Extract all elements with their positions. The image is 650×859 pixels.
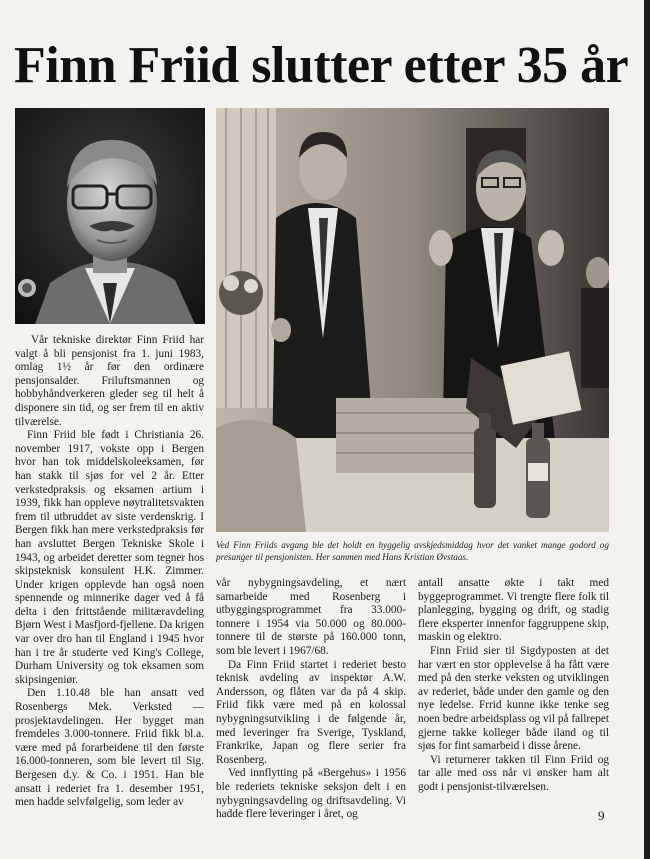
paragraph: Vi returnerer takken til Finn Friid og tar alle med oss når vi ønsker ham alt godt i pensjonist-tilværelsen. xyxy=(418,753,609,793)
article-column-3 xyxy=(418,577,609,795)
article-column-1 xyxy=(15,334,204,810)
farewell-dinner-photo xyxy=(216,108,609,532)
paragraph: Den 1.10.48 ble han ansatt ved Rosenbergs Mek. Verksted — prosjektavdelingen. Her bygget man fremdeles 3.000-tonnere. Friid fikk bl.a. være med på forarbeidene til den første 16.000-tonneren, som ble levert til Sig. Bergesen d.y. & Co. i 1951. Han ble ansatt i rederiet fra 1. desember 1951, men hadde selvfølgelig, som leder av xyxy=(15,687,204,809)
portrait-photo xyxy=(15,108,205,324)
headline: Finn Friid slutter etter 35 år xyxy=(14,37,629,94)
page-edge xyxy=(644,0,650,859)
paragraph: vår nybygningsavdeling, et nært samarbeide med Rosenberg i utbyggingsprogrammet fra 33.000-tonnere i 1954 via 50.000 og 80.000-tonnere til de største på 160.000 tonn, som ble levert i 1967/68. xyxy=(216,577,406,657)
paragraph: Da Finn Friid startet i rederiet besto teknisk avdeling av inspektør A.W. Andersson, og flåten var da på 4 skip. Friid fikk være med på en kolossal nybygningsutvikling i de følgende år, med leveringer fra Sverige, Tyskland, Frankrike, Japan og flere serier fra Rosenberg. xyxy=(216,658,406,766)
farewell-dinner-illustration xyxy=(216,108,609,532)
article-column-2 xyxy=(216,577,406,822)
paragraph: Finn Friid ble født i Christiania 26. november 1917, vokste opp i Bergen hvor han tok middelskoleeksamen, før han stakk til sjøs for vel 2 år. Etter verkstedpraksis og eksamen artium i 1939, fikk han oppleve nøytralitetsvakten frem til utbruddet av siste verdenskrig. I Bergen fikk han mere verkstedpraksis før han avsluttet Bergen Tekniske Skole i 1943, og arbeidet deretter som tegner hos skipsteknisk konsulent H.K. Zimmer. Under krigen opplevde han også noen spennende og minnerike dager ved å få delta i den frittstående militæravdeling Bjørn West i Masfjord-fjellene. Da krigen var over dro han til England i 1945 hvor han i tre år studerte ved King's College, Durham University og tok eksamen som skipsingeniør. xyxy=(15,429,204,686)
paragraph: Finn Friid sier til Sigdyposten at det har vært en stor opplevelse å ha fått være med på den sterke veksten og utviklingen av rederiet, både under den gamle og den nye ledelse. Frrid kunne ikke tenke seg noen bedre arbeidsplass og vil på fallrepet gjerne takke kolleger både iland og til sjøs for fint samarbeid i disse årene. xyxy=(418,644,609,753)
paragraph: Vår tekniske direktør Finn Friid har valgt å bli pensjonist fra 1. juni 1983, omlag 1½ år før den ordinære pensjonsalder. Friluftsmannen og hobbyhåndverkeren gleder seg til helt å disponere sin tid, og ser frem til en aktiv tilværelse. xyxy=(15,334,204,428)
paragraph: Ved innflytting på «Bergehus» i 1956 ble rederiets tekniske seksjon delt i en nybygningsavdeling og driftsavdeling. Vi hadde flere leveringer i året, og xyxy=(216,767,406,821)
photo-caption: Ved Finn Friids avgang ble det holdt en hyggelig avskjedsmiddag hvor det vanket mange godord og presanger til pensjonisten. Her sammen med Hans Kristian Øvstaas. xyxy=(216,540,609,562)
paragraph: antall ansatte økte i takt med byggeprogrammet. Vi trengte flere folk til planlegging, bygging og drift, og stadig flere eksperter innenfor faggruppene skip, maskin og elektro. xyxy=(418,577,609,644)
portrait-illustration xyxy=(15,108,205,324)
page-number: 9 xyxy=(598,808,605,823)
